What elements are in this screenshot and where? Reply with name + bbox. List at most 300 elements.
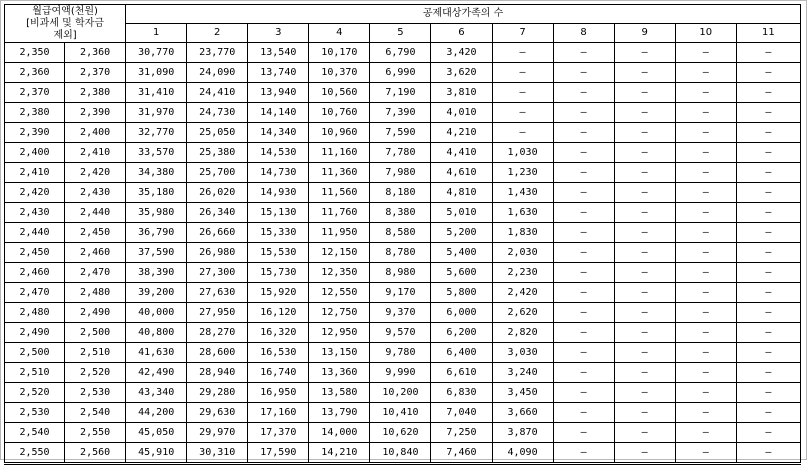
tax-amount-cell: 7,980: [370, 163, 431, 183]
tax-amount-cell: 11,950: [309, 223, 370, 243]
tax-amount-cell: 6,000: [431, 303, 492, 323]
tax-amount-cell: 3,030: [492, 343, 553, 363]
salary-range-header-line1: 월급여액(천원): [32, 5, 98, 17]
tax-amount-cell: –: [736, 303, 800, 323]
tax-amount-cell: –: [492, 103, 553, 123]
tax-amount-cell: –: [553, 423, 614, 443]
table-row: [5, 343, 801, 363]
salary-range-cell: 2,420: [5, 183, 65, 203]
tax-amount-cell: 3,450: [492, 383, 553, 403]
tax-amount-cell: 27,950: [187, 303, 248, 323]
family-count-header-cell: 4: [309, 24, 370, 43]
salary-range-cell: 2,530: [5, 403, 65, 423]
tax-amount-cell: –: [614, 83, 675, 103]
tax-amount-cell: 28,940: [187, 363, 248, 383]
tax-amount-cell: 12,750: [309, 303, 370, 323]
tax-amount-cell: –: [736, 143, 800, 163]
tax-amount-cell: 4,610: [431, 163, 492, 183]
tax-amount-cell: 12,950: [309, 323, 370, 343]
salary-range-cell: 2,410: [65, 143, 126, 163]
tax-amount-cell: –: [614, 323, 675, 343]
tax-amount-cell: 14,730: [248, 163, 309, 183]
tax-amount-cell: –: [553, 183, 614, 203]
tax-amount-cell: –: [736, 103, 800, 123]
tax-amount-cell: 3,420: [431, 43, 492, 63]
tax-amount-cell: 26,980: [187, 243, 248, 263]
salary-range-cell: 2,540: [5, 423, 65, 443]
tax-amount-cell: –: [614, 43, 675, 63]
tax-amount-cell: 10,370: [309, 63, 370, 83]
salary-range-cell: 2,520: [65, 363, 126, 383]
tax-amount-cell: 7,780: [370, 143, 431, 163]
tax-amount-cell: –: [492, 123, 553, 143]
tax-amount-cell: –: [675, 143, 736, 163]
tax-amount-cell: –: [736, 63, 800, 83]
tax-amount-cell: 27,630: [187, 283, 248, 303]
tax-amount-cell: 10,560: [309, 83, 370, 103]
family-count-header-cell: 11: [736, 24, 800, 43]
tax-amount-cell: 14,210: [309, 443, 370, 464]
salary-range-cell: 2,370: [65, 63, 126, 83]
tax-amount-cell: 1,830: [492, 223, 553, 243]
tax-amount-cell: –: [553, 43, 614, 63]
tax-amount-cell: 4,410: [431, 143, 492, 163]
tax-amount-cell: –: [614, 243, 675, 263]
family-count-header-cell: 10: [675, 24, 736, 43]
tax-amount-cell: 24,410: [187, 83, 248, 103]
tax-amount-cell: 24,730: [187, 103, 248, 123]
tax-amount-cell: 35,980: [126, 203, 187, 223]
table-row: [5, 143, 801, 163]
tax-amount-cell: 10,620: [370, 423, 431, 443]
tax-amount-cell: –: [553, 363, 614, 383]
tax-amount-cell: 1,630: [492, 203, 553, 223]
tax-amount-cell: –: [553, 443, 614, 464]
tax-amount-cell: 2,230: [492, 263, 553, 283]
tax-amount-cell: 6,790: [370, 43, 431, 63]
tax-amount-cell: 45,910: [126, 443, 187, 464]
tax-amount-cell: –: [736, 363, 800, 383]
tax-amount-cell: –: [736, 443, 800, 464]
tax-amount-cell: 23,770: [187, 43, 248, 63]
tax-amount-cell: 12,550: [309, 283, 370, 303]
tax-amount-cell: –: [675, 63, 736, 83]
tax-table: [4, 4, 801, 465]
salary-range-cell: 2,470: [5, 283, 65, 303]
tax-amount-cell: 13,150: [309, 343, 370, 363]
tax-amount-cell: –: [614, 163, 675, 183]
tax-amount-cell: 30,310: [187, 443, 248, 464]
tax-amount-cell: –: [614, 283, 675, 303]
tax-amount-cell: 7,590: [370, 123, 431, 143]
tax-amount-cell: 31,970: [126, 103, 187, 123]
tax-amount-cell: 13,360: [309, 363, 370, 383]
tax-amount-cell: 3,660: [492, 403, 553, 423]
tax-amount-cell: –: [492, 63, 553, 83]
tax-amount-cell: 17,160: [248, 403, 309, 423]
tax-amount-cell: 2,620: [492, 303, 553, 323]
family-count-header-cell: 5: [370, 24, 431, 43]
tax-amount-cell: 11,760: [309, 203, 370, 223]
tax-amount-cell: 6,200: [431, 323, 492, 343]
tax-amount-cell: 13,740: [248, 63, 309, 83]
tax-amount-cell: –: [675, 203, 736, 223]
tax-amount-cell: –: [553, 83, 614, 103]
tax-amount-cell: 13,790: [309, 403, 370, 423]
tax-amount-cell: 15,920: [248, 283, 309, 303]
tax-amount-cell: 8,980: [370, 263, 431, 283]
salary-range-cell: 2,460: [65, 243, 126, 263]
salary-range-cell: 2,440: [65, 203, 126, 223]
table-row: [5, 263, 801, 283]
tax-amount-cell: 7,460: [431, 443, 492, 464]
salary-range-cell: 2,430: [65, 183, 126, 203]
tax-amount-cell: –: [492, 83, 553, 103]
tax-amount-cell: 10,170: [309, 43, 370, 63]
tax-amount-cell: –: [675, 283, 736, 303]
salary-range-header-line2: [비과세 및 학자금: [26, 17, 105, 29]
tax-amount-cell: 11,360: [309, 163, 370, 183]
tax-amount-cell: –: [614, 403, 675, 423]
tax-amount-cell: –: [736, 263, 800, 283]
tax-amount-cell: 26,340: [187, 203, 248, 223]
tax-amount-cell: 17,590: [248, 443, 309, 464]
tax-amount-cell: –: [675, 403, 736, 423]
tax-amount-cell: –: [553, 123, 614, 143]
tax-amount-cell: 14,530: [248, 143, 309, 163]
tax-amount-cell: –: [675, 303, 736, 323]
tax-amount-cell: 2,030: [492, 243, 553, 263]
tax-amount-cell: 29,280: [187, 383, 248, 403]
tax-amount-cell: 36,790: [126, 223, 187, 243]
tax-amount-cell: –: [675, 323, 736, 343]
salary-range-cell: 2,450: [5, 243, 65, 263]
table-row: [5, 223, 801, 243]
table-body: [5, 43, 801, 464]
tax-amount-cell: –: [675, 43, 736, 63]
tax-amount-cell: –: [675, 83, 736, 103]
tax-amount-cell: 6,990: [370, 63, 431, 83]
tax-amount-cell: 5,400: [431, 243, 492, 263]
tax-amount-cell: 9,370: [370, 303, 431, 323]
salary-range-cell: 2,480: [65, 283, 126, 303]
table-row: [5, 243, 801, 263]
tax-amount-cell: 3,620: [431, 63, 492, 83]
tax-amount-cell: 7,040: [431, 403, 492, 423]
table-row: [5, 103, 801, 123]
tax-amount-cell: –: [614, 143, 675, 163]
tax-amount-cell: –: [736, 323, 800, 343]
table-row: [5, 423, 801, 443]
tax-amount-cell: 10,960: [309, 123, 370, 143]
tax-amount-cell: –: [675, 243, 736, 263]
salary-range-cell: 2,370: [5, 83, 65, 103]
tax-amount-cell: 25,700: [187, 163, 248, 183]
tax-amount-cell: 16,120: [248, 303, 309, 323]
tax-amount-cell: –: [553, 383, 614, 403]
tax-amount-cell: –: [614, 263, 675, 283]
salary-range-cell: 2,480: [5, 303, 65, 323]
tax-amount-cell: 1,230: [492, 163, 553, 183]
tax-amount-cell: 6,610: [431, 363, 492, 383]
table-row: [5, 83, 801, 103]
tax-amount-cell: 10,200: [370, 383, 431, 403]
tax-amount-cell: 15,730: [248, 263, 309, 283]
tax-amount-cell: –: [675, 123, 736, 143]
tax-amount-cell: 40,000: [126, 303, 187, 323]
tax-amount-cell: 9,780: [370, 343, 431, 363]
salary-range-cell: 2,490: [65, 303, 126, 323]
salary-range-cell: 2,520: [5, 383, 65, 403]
salary-range-cell: 2,490: [5, 323, 65, 343]
tax-amount-cell: 5,200: [431, 223, 492, 243]
tax-amount-cell: –: [675, 423, 736, 443]
tax-amount-cell: 3,870: [492, 423, 553, 443]
tax-amount-cell: –: [736, 243, 800, 263]
salary-range-cell: 2,510: [65, 343, 126, 363]
tax-amount-cell: 14,140: [248, 103, 309, 123]
tax-amount-cell: –: [553, 323, 614, 343]
tax-amount-cell: 4,010: [431, 103, 492, 123]
tax-amount-cell: –: [553, 203, 614, 223]
tax-amount-cell: 4,810: [431, 183, 492, 203]
tax-amount-cell: 26,660: [187, 223, 248, 243]
tax-amount-cell: 28,600: [187, 343, 248, 363]
salary-range-cell: 2,540: [65, 403, 126, 423]
tax-amount-cell: –: [614, 123, 675, 143]
tax-amount-cell: 4,210: [431, 123, 492, 143]
family-count-header: 공제대상가족의 수: [126, 5, 801, 24]
tax-amount-cell: –: [675, 223, 736, 243]
salary-range-cell: 2,410: [5, 163, 65, 183]
tax-amount-cell: 6,830: [431, 383, 492, 403]
salary-range-cell: 2,400: [65, 123, 126, 143]
tax-amount-cell: 10,410: [370, 403, 431, 423]
tax-amount-cell: –: [736, 163, 800, 183]
tax-amount-cell: –: [614, 63, 675, 83]
tax-amount-cell: 28,270: [187, 323, 248, 343]
table-row: [5, 443, 801, 464]
tax-amount-cell: 5,800: [431, 283, 492, 303]
salary-range-cell: 2,500: [5, 343, 65, 363]
tax-amount-cell: 15,130: [248, 203, 309, 223]
tax-amount-cell: –: [614, 383, 675, 403]
salary-range-cell: 2,440: [5, 223, 65, 243]
tax-amount-cell: 13,940: [248, 83, 309, 103]
table-row: [5, 303, 801, 323]
tax-amount-cell: 8,180: [370, 183, 431, 203]
family-count-header-cell: 2: [187, 24, 248, 43]
tax-amount-cell: 9,570: [370, 323, 431, 343]
tax-amount-cell: –: [736, 343, 800, 363]
tax-amount-cell: 25,050: [187, 123, 248, 143]
tax-amount-cell: –: [614, 183, 675, 203]
tax-amount-cell: 16,530: [248, 343, 309, 363]
tax-amount-cell: 13,580: [309, 383, 370, 403]
tax-amount-cell: –: [614, 303, 675, 323]
tax-amount-cell: –: [675, 103, 736, 123]
tax-amount-cell: 26,020: [187, 183, 248, 203]
tax-amount-cell: –: [675, 343, 736, 363]
tax-amount-cell: 17,370: [248, 423, 309, 443]
family-count-header-cell: 9: [614, 24, 675, 43]
salary-range-cell: 2,380: [65, 83, 126, 103]
salary-range-cell: 2,510: [5, 363, 65, 383]
salary-range-cell: 2,360: [65, 43, 126, 63]
salary-range-cell: 2,460: [5, 263, 65, 283]
tax-amount-cell: –: [553, 303, 614, 323]
tax-amount-cell: 15,330: [248, 223, 309, 243]
salary-range-cell: 2,550: [65, 423, 126, 443]
tax-amount-cell: –: [736, 383, 800, 403]
tax-amount-cell: 11,160: [309, 143, 370, 163]
tax-amount-cell: –: [736, 183, 800, 203]
family-count-header-cell: 8: [553, 24, 614, 43]
tax-amount-cell: –: [675, 443, 736, 464]
salary-range-cell: 2,350: [5, 43, 65, 63]
tax-amount-cell: 3,240: [492, 363, 553, 383]
tax-amount-cell: –: [675, 383, 736, 403]
tax-amount-cell: 33,570: [126, 143, 187, 163]
tax-amount-cell: 8,580: [370, 223, 431, 243]
tax-amount-cell: 8,780: [370, 243, 431, 263]
salary-range-cell: 2,360: [5, 63, 65, 83]
tax-amount-cell: –: [736, 403, 800, 423]
tax-amount-cell: 34,380: [126, 163, 187, 183]
tax-amount-cell: 12,350: [309, 263, 370, 283]
salary-range-cell: 2,400: [5, 143, 65, 163]
tax-amount-cell: 45,050: [126, 423, 187, 443]
tax-amount-cell: 39,200: [126, 283, 187, 303]
tax-amount-cell: 3,810: [431, 83, 492, 103]
tax-amount-cell: –: [614, 223, 675, 243]
tax-amount-cell: 6,400: [431, 343, 492, 363]
tax-amount-cell: –: [553, 103, 614, 123]
tax-amount-cell: –: [553, 243, 614, 263]
tax-amount-cell: 29,970: [187, 423, 248, 443]
family-count-header-cell: 1: [126, 24, 187, 43]
tax-amount-cell: 32,770: [126, 123, 187, 143]
tax-amount-cell: –: [675, 363, 736, 383]
tax-amount-cell: 12,150: [309, 243, 370, 263]
tax-amount-cell: 5,600: [431, 263, 492, 283]
tax-amount-cell: 16,740: [248, 363, 309, 383]
tax-amount-cell: –: [614, 343, 675, 363]
tax-amount-cell: 44,200: [126, 403, 187, 423]
tax-amount-cell: 38,390: [126, 263, 187, 283]
salary-range-cell: 2,380: [5, 103, 65, 123]
tax-amount-cell: –: [614, 423, 675, 443]
salary-range-cell: 2,470: [65, 263, 126, 283]
tax-amount-cell: 30,770: [126, 43, 187, 63]
tax-amount-cell: –: [736, 423, 800, 443]
tax-amount-cell: –: [614, 443, 675, 464]
tax-amount-cell: –: [553, 403, 614, 423]
table-row: [5, 63, 801, 83]
tax-amount-cell: –: [675, 183, 736, 203]
salary-range-cell: 2,420: [65, 163, 126, 183]
tax-amount-cell: 1,430: [492, 183, 553, 203]
tax-amount-cell: –: [675, 163, 736, 183]
salary-range-cell: 2,560: [65, 443, 126, 464]
tax-amount-cell: 7,190: [370, 83, 431, 103]
tax-amount-cell: –: [736, 123, 800, 143]
tax-amount-cell: 31,090: [126, 63, 187, 83]
salary-range-header: [5, 5, 126, 43]
tax-amount-cell: –: [736, 83, 800, 103]
table-row: [5, 43, 801, 63]
tax-amount-cell: 9,990: [370, 363, 431, 383]
tax-amount-cell: 9,170: [370, 283, 431, 303]
tax-amount-cell: –: [736, 203, 800, 223]
salary-range-cell: 2,390: [65, 103, 126, 123]
tax-amount-cell: 2,420: [492, 283, 553, 303]
tax-amount-cell: 29,630: [187, 403, 248, 423]
tax-amount-cell: –: [675, 263, 736, 283]
tax-amount-cell: –: [553, 263, 614, 283]
salary-range-cell: 2,530: [65, 383, 126, 403]
tax-amount-cell: –: [736, 223, 800, 243]
tax-amount-cell: 5,010: [431, 203, 492, 223]
table-row: [5, 203, 801, 223]
tax-amount-cell: 24,090: [187, 63, 248, 83]
tax-amount-cell: –: [553, 343, 614, 363]
table-row: [5, 123, 801, 143]
family-count-header-cell: 6: [431, 24, 492, 43]
tax-amount-cell: 14,930: [248, 183, 309, 203]
tax-amount-cell: –: [614, 203, 675, 223]
tax-amount-cell: 41,630: [126, 343, 187, 363]
tax-amount-cell: 10,840: [370, 443, 431, 464]
tax-amount-cell: 35,180: [126, 183, 187, 203]
tax-amount-cell: –: [553, 163, 614, 183]
tax-amount-cell: 31,410: [126, 83, 187, 103]
tax-amount-cell: 11,560: [309, 183, 370, 203]
tax-amount-cell: 40,800: [126, 323, 187, 343]
salary-range-cell: 2,450: [65, 223, 126, 243]
table-row: [5, 183, 801, 203]
family-count-header-cell: 3: [248, 24, 309, 43]
tax-amount-cell: 13,540: [248, 43, 309, 63]
tax-amount-cell: –: [553, 283, 614, 303]
tax-amount-cell: 15,530: [248, 243, 309, 263]
tax-amount-cell: 7,250: [431, 423, 492, 443]
table-row: [5, 163, 801, 183]
salary-range-cell: 2,430: [5, 203, 65, 223]
tax-amount-cell: 37,590: [126, 243, 187, 263]
tax-amount-cell: 10,760: [309, 103, 370, 123]
tax-amount-cell: –: [736, 43, 800, 63]
tax-amount-cell: –: [614, 363, 675, 383]
tax-amount-cell: –: [553, 63, 614, 83]
tax-amount-cell: 1,030: [492, 143, 553, 163]
tax-amount-cell: 4,090: [492, 443, 553, 464]
tax-amount-cell: –: [614, 103, 675, 123]
table-row: [5, 363, 801, 383]
tax-amount-cell: 25,380: [187, 143, 248, 163]
table-row: [5, 283, 801, 303]
tax-amount-cell: 14,000: [309, 423, 370, 443]
table-row: [5, 323, 801, 343]
table-row: [5, 383, 801, 403]
tax-amount-cell: 8,380: [370, 203, 431, 223]
tax-amount-cell: 16,950: [248, 383, 309, 403]
tax-amount-cell: –: [553, 143, 614, 163]
tax-amount-cell: 14,340: [248, 123, 309, 143]
tax-amount-cell: 16,320: [248, 323, 309, 343]
tax-amount-cell: –: [492, 43, 553, 63]
tax-amount-cell: 43,340: [126, 383, 187, 403]
